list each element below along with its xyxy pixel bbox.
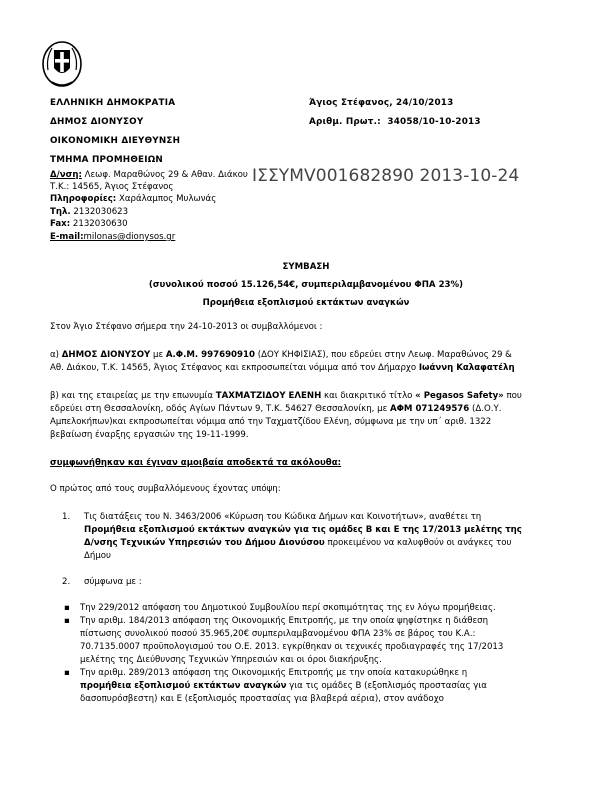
item-1-number: 1. xyxy=(62,512,71,522)
bullet-3-line1: Την αριθμ. 289/2013 απόφαση της Οικονομικής Επιτροπής με την οποία κατακυρώθηκε η xyxy=(80,668,468,678)
protocol-value: 34058/10-10-2013 xyxy=(387,117,481,127)
bullet-2-line3: 70.7135.0007 προϋπολογισμού του Ο.Ε. 2013. εγκρίθηκαν οι τεχνικές προδιαγραφές της 17/2013 xyxy=(80,642,504,652)
item-1-service: Δ/νσης Τεχνικών Υπηρεσιών του Δήμου Διονύσου xyxy=(84,538,325,548)
party-a-name: ΔΗΜΟΣ ΔΙΟΝΥΣΟΥ xyxy=(61,350,151,360)
email-label: E-mail: xyxy=(50,232,84,242)
doc-subject: Προμήθεια εξοπλισμού εκτάκτων αναγκών xyxy=(202,298,410,308)
header-department: ΤΜΗΜΑ ΠΡΟΜΗΘΕΙΩΝ xyxy=(50,155,163,165)
contact-info xyxy=(50,194,216,204)
party-a-line1 xyxy=(50,350,512,360)
party-a-mayor: Ιωάννη Καλαφατέλη xyxy=(418,363,515,373)
party-a-line2 xyxy=(50,363,515,373)
contact-address xyxy=(50,170,248,180)
bullet-icon: ▪ xyxy=(64,668,70,678)
bullet-1: Την 229/2012 απόφαση του Δημοτικού Συμβουλίου περί σκοπιμότητας της εν λόγω προμήθειας. xyxy=(80,603,496,613)
address-label: Δ/νση: xyxy=(50,170,82,180)
item-1-line4: Δήμου xyxy=(84,551,112,561)
party-b-company: ΤΑΧΜΑΤΖΙΔΟΥ ΕΛΕΝΗ xyxy=(215,391,322,401)
doc-amount: (συνολικού ποσού 15.126,54€, συμπεριλαμβανομένου ΦΠΑ 23%) xyxy=(148,280,464,290)
greek-coat-of-arms-icon xyxy=(42,40,82,88)
doc-title: ΣΥΜΒΑΣΗ xyxy=(282,262,330,272)
protocol-number xyxy=(309,117,481,127)
party-b-trade-name: « Pegasos Safety» xyxy=(415,391,504,401)
item-1-line3 xyxy=(84,538,512,548)
party-b-that: που xyxy=(503,391,522,401)
party-b-address: εδρεύει στη Θεσσαλονίκη, οδός Αγίων Πάντων 9, Τ.Κ. 54627 Θεσσαλονίκη, με xyxy=(50,404,390,414)
party-a-mid: με xyxy=(150,350,166,360)
party-a-prefix: α) xyxy=(50,350,62,360)
intro-text: Στον Άγιο Στέφανο σήμερα την 24-10-2013 οι συμβαλλόμενοι : xyxy=(50,322,323,332)
party-b-line4: βεβαίωση έναρξης εργασιών της 19-11-1999. xyxy=(50,430,249,440)
info-value: Χαράλαμπος Μυλωνάς xyxy=(118,194,217,204)
party-b-intro: β) και της εταιρείας με την επωνυμία xyxy=(50,391,216,401)
contact-email xyxy=(50,232,175,242)
header-directorate: ΟΙΚΟΝΟΜΙΚΗ ΔΙΕΥΘΥΝΣΗ xyxy=(50,136,181,146)
place-date: Άγιος Στέφανος, 24/10/2013 xyxy=(309,98,454,108)
party-a-afm: Α.Φ.Μ. 997690910 xyxy=(165,350,255,360)
bullet-3-line3: δασοπυρόσβεστη) και Ε (εξοπλισμός προστασίας για βλαβερά αέρια), στον ανάδοχο xyxy=(80,694,444,704)
diavgeia-stamp: ΙΣΣΥΜV001682890 2013-10-24 xyxy=(252,166,520,186)
fax-value: 2132030630 xyxy=(72,219,128,229)
party-b-line3: Αμπελοκήπων)και εκπροσωπείται νόμιμα από την Ταχματζίδου Ελένη, σύμφωνα με την υπ΄ αριθ. 1322 xyxy=(50,417,492,427)
contact-fax xyxy=(50,219,128,229)
info-label: Πληροφορίες: xyxy=(50,194,117,204)
phone-label: Τηλ. xyxy=(50,207,71,217)
bullet-3-line2 xyxy=(80,681,487,691)
bullet-3-subject: προμήθεια εξοπλισμού εκτάκτων αναγκών xyxy=(80,681,287,691)
item-2-number: 2. xyxy=(62,577,71,587)
email-link[interactable]: milonas@dionysos.gr xyxy=(83,232,176,242)
bullet-2-line2: πίστωσης συνολικού ποσού 35.965,20€ συμπεριλαμβανομένου ΦΠΑ 23% σε βάρος του Κ.Α.: xyxy=(80,629,476,639)
party-b-doy: (Δ.Ο.Υ. xyxy=(469,404,502,414)
party-b-line2 xyxy=(50,404,501,414)
bullet-icon: ▪ xyxy=(64,603,70,613)
contact-postcode: Τ.Κ.: 14565, Άγιος Στέφανος xyxy=(50,182,174,192)
fax-label: Fax: xyxy=(50,219,71,229)
party-b-afm: ΑΦΜ 071249576 xyxy=(389,404,470,414)
bullet-2-line1: Την αριθμ. 184/2013 απόφαση της Οικονομικής Επιτροπής, με την οποία ψηφίστηκε η διάθεση xyxy=(80,616,489,626)
bullet-3-groups: για τις ομάδες Β (εξοπλισμός προστασίας για xyxy=(286,681,487,691)
bullet-icon: ▪ xyxy=(64,616,70,626)
header-municipality: ΔΗΜΟΣ ΔΙΟΝΥΣΟΥ xyxy=(50,117,144,127)
party-a-representation: Αθ. Διάκου, Τ.Κ. 14565, Άγιος Στέφανος και εκπροσωπείται νόμιμα από τον Δήμαρχο xyxy=(50,363,419,373)
header-republic: ΕΛΛΗΝΙΚΗ ΔΗΜΟΚΡΑΤΙΑ xyxy=(50,98,176,108)
party-b-line1 xyxy=(50,391,522,401)
address-value: Λεωφ. Μαραθώνος 29 & Αθαν. Διάκου xyxy=(84,170,248,180)
phone-value: 2132030623 xyxy=(73,207,129,217)
party-b-title-label: και διακριτικό τίτλο xyxy=(321,391,416,401)
item-2-label: σύμφωνα με : xyxy=(84,577,142,587)
protocol-label: Αριθμ. Πρωτ.: xyxy=(309,117,381,127)
agreed-heading: συμφωνήθηκαν και έγιναν αμοιβαία αποδεκτά τα ακόλουθα: xyxy=(50,458,342,468)
contact-phone xyxy=(50,207,128,217)
first-party-text: Ο πρώτος από τους συμβαλλόμενους έχοντας υπόψη: xyxy=(50,484,281,494)
item-1-purpose: προκειμένου να καλυφθούν οι ανάγκες του xyxy=(324,538,512,548)
bullet-2-line4: μελέτης της Διεύθυνσης Τεχνικών Υπηρεσιών και οι όροι διακήρυξης. xyxy=(80,655,382,665)
item-1-line2: Προμήθεια εξοπλισμού εκτάκτων αναγκών για τις ομάδες Β και Ε της 17/2013 μελέτης της xyxy=(84,525,522,535)
party-a-rest: (ΔΟΥ ΚΗΦΙΣΙΑΣ), που εδρεύει στην Λεωφ. Μαραθώνος 29 & xyxy=(254,350,512,360)
item-1-line1: Τις διατάξεις του Ν. 3463/2006 «Κύρωση του Κώδικα Δήμων και Κοινοτήτων», αναθέτει τη xyxy=(84,512,482,522)
